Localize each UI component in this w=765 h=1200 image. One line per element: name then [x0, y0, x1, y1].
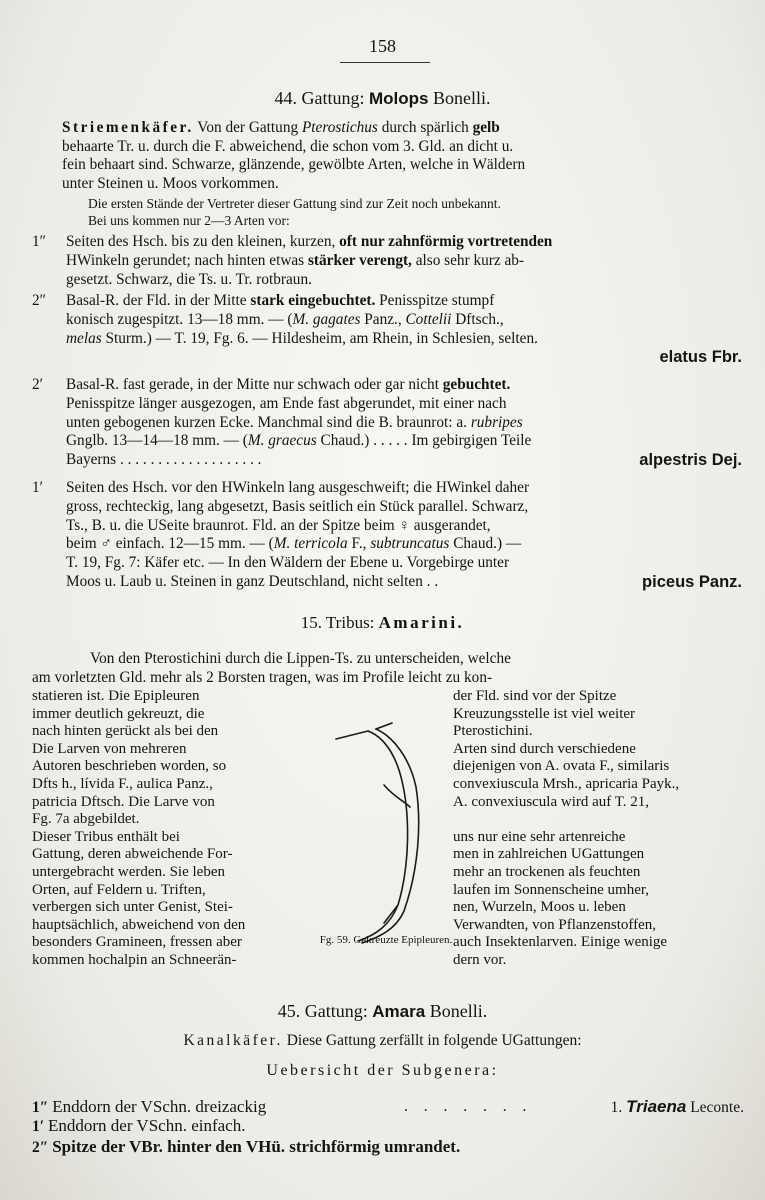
subgenera-key-1b: 1′ Enddorn der VSchn. einfach. [32, 1116, 246, 1135]
male-symbol: ♂ [100, 535, 112, 553]
key-couplet-2a: 2″ Basal-R. der Fld. in der Mitte stark eingebuchtet. Penisspitze stumpf konisch zugespitzt. 13—18 mm. — (M. gagates Panz., Cottelii Dftsch., melas Sturm.) — T. 19, Fg. 6. — Hildesheim, am Rhein, in Schlesien, selten. elatus Fbr. [32, 292, 742, 367]
key-couplet-1a: 1″ Seiten des Hsch. bis zu den kleinen, kurzen, oft nur zahnförmig vortretenden HWinkeln gerundet; nach hinten etwas stärker verengt, also sehr kurz ab- gesetzt. Schwarz, die Ts. u. Tr. rotbraun. [32, 233, 553, 288]
text-column-right [453, 688, 743, 970]
right-column-line: Verwandten, von Pflanzenstoffen, [453, 916, 656, 933]
kanal-line: Kanalkäfer. Diese Gattung zerfällt in folgende UGattungen: [183, 1032, 582, 1049]
right-column-line: nen, Wurzeln, Moos u. leben [453, 899, 626, 916]
left-column-line: besonders Gramineen, fressen aber [32, 934, 242, 951]
tribus-heading: 15. Tribus: Amarini. [300, 613, 465, 632]
crossed-epipleura-figure [318, 715, 446, 945]
right-column-line: mehr an trockenen als feuchten [453, 863, 641, 880]
genus-heading-prefix: 44. Gattung: [274, 88, 365, 108]
note-paragraph: Die ersten Stände der Vertreter dieser Gattung sind zur Zeit noch unbekannt. Bei uns kommen nur 2—3 Arten vor: [88, 196, 501, 228]
right-column-line: Kreuzungsstelle ist viel weiter [453, 705, 636, 722]
left-column-line: Autoren beschrieben worden, so [32, 758, 227, 775]
figure-caption: Fg. 59. Gekreuzte Epipleuren. [319, 934, 453, 946]
key-couplet-2b: 2′ Basal-R. fast gerade, in der Mitte nur schwach oder gar nicht gebuchtet. Penisspitze länger ausgezogen, am Ende fast abgerundet, mit einer nach unten gebogenen kurzen Ecke. Manchmal sind die B. braunrot: a. rubripes Gnglb. 13—14—18 mm. — (M. graecus Chaud.) . . . . . Im gebirgigen Teile Bayerns . . . . . . . . . . . . . . . . . . . alpestris Dej. [32, 376, 742, 470]
page-number-rule [340, 62, 430, 63]
key-couplet-1b: 1′ Seiten des Hsch. vor den HWinkeln lang ausgeschweift; die HWinkel daher gross, rechteckig, lang abgesetzt, Basis seitlich ein Stück parallel. Schwarz, Ts., B. u. die USeite braunrot. Fld. an der Spitze beim ♀ ausgerandet, beim ♂ einfach. 12—15 mm. — (M. terricola F., subtruncatus Chaud.) — T. 19, Fg. 7: Käfer etc. — In den Wäldern der Ebene u. Vorgebirge unter Moos u. Laub u. Steinen in ganz Deutschland, nicht selten . . piceus Panz. [32, 479, 742, 591]
left-column-line: kommen hochalpin an Schneerän- [32, 951, 237, 968]
genus-name: Amara [372, 1002, 426, 1021]
right-column-line: diejenigen von A. ovata F., similaris [453, 758, 670, 775]
female-symbol: ♀ [398, 516, 410, 534]
tribus-paragraph: Von den Pterostichini durch die Lippen-Ts. zu unterscheiden, welche [90, 650, 511, 667]
subgenus-name: Triaena [626, 1097, 687, 1116]
intro-paragraph: Striemenkäfer. Von der Gattung Pterostichus durch spärlich gelb behaarte Tr. u. durch die F. abweichend, die schon vom 3. Gld. an dicht u. fein behaart sind. Schwarze, glänzende, gewölbte Arten, welche in Wäldern unter Steinen u. Moos vorkommen. [62, 119, 526, 192]
genus-name: Molops [369, 89, 429, 108]
left-column-line: verbergen sich unter Genist, Stei- [32, 899, 233, 916]
species-name: piceus Panz. [642, 572, 742, 591]
subgenera-heading: Uebersicht der Subgenera: [266, 1062, 499, 1079]
left-column-line: nach hinten gerückt als bei den [32, 723, 219, 740]
right-column-line: A. convexiuscula wird auf T. 21, [453, 793, 650, 810]
left-column-line: Orten, auf Feldern u. Triften, [32, 881, 206, 898]
right-column-line: Pterostichini. [453, 723, 533, 740]
right-column-line: uns nur eine sehr artenreiche [453, 828, 626, 845]
left-column-line: Dfts h., lívida F., aulica Panz., [32, 775, 213, 792]
text-column-left [32, 688, 312, 970]
right-column-line: convexiuscula Mrsh., apricaria Payk., [453, 775, 680, 792]
right-column-line: Arten sind durch verschiedene [453, 740, 636, 757]
left-column-line: hauptsächlich, abweichend von den [32, 916, 246, 933]
species-name: elatus Fbr. [659, 348, 742, 367]
left-column-line: Fg. 7a abgebildet. [32, 811, 140, 828]
species-name: alpestris Dej. [639, 451, 742, 470]
tribus-paragraph-line2: am vorletzten Gld. mehr als 2 Borsten tragen, was im Profile leicht zu kon- [32, 669, 493, 686]
right-column-line [453, 811, 743, 829]
subgenera-key-1a: 1″ Enddorn der VSchn. dreizackig . . . . . . . 1. Triaena Leconte. [32, 1097, 744, 1116]
left-column-line: Gattung, deren abweichende For- [32, 846, 233, 863]
right-column-line: dern vor. [453, 951, 507, 968]
left-column-line: patricia Dftsch. Die Larve von [32, 793, 215, 810]
genus-author: Bonelli. [433, 88, 491, 108]
genus-heading-molops [0, 88, 765, 109]
left-column-line: Dieser Tribus enthält bei [32, 828, 180, 845]
page-number: 158 [369, 36, 396, 56]
right-column-line: auch Insektenlarven. Einige wenige [453, 934, 668, 951]
right-column-line: laufen im Sonnenscheine umher, [453, 881, 650, 898]
left-column-line: Die Larven von mehreren [32, 740, 187, 757]
subgenera-key-2a: 2″ Spitze der VBr. hinter den VHü. strichförmig umrandet. [32, 1137, 461, 1156]
left-column-line: untergebracht werden. Sie leben [32, 863, 225, 880]
right-column-line: men in zahlreichen UGattungen [453, 846, 645, 863]
left-column-line: immer deutlich gekreuzt, die [32, 705, 205, 722]
left-column-line: statieren ist. Die Epipleuren [32, 688, 200, 704]
right-column-line: der Fld. sind vor der Spitze [453, 688, 617, 704]
genus-heading-amara: 45. Gattung: Amara Bonelli. [277, 1001, 488, 1021]
